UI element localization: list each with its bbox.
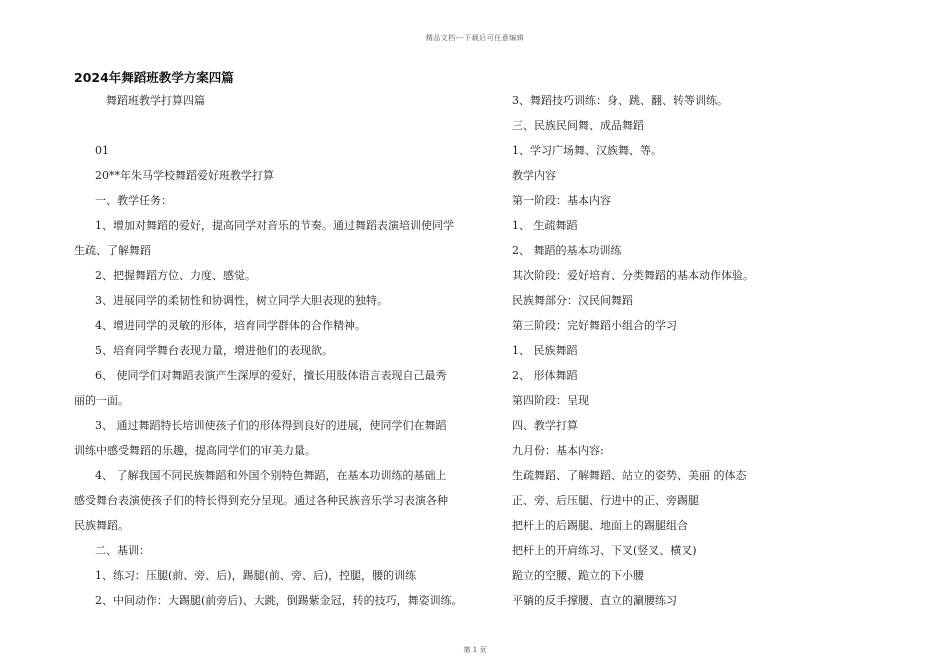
page-footer: 第 1 页 <box>463 646 487 654</box>
paragraph-line: 3、进展同学的柔韧性和协调性，树立同学大胆表现的独特。 <box>95 294 388 307</box>
paragraph-line: 2、 形体舞蹈 <box>512 369 578 382</box>
paragraph-line: 3、舞蹈技巧训练：身、跳、翻、转等训练。 <box>512 94 728 107</box>
paragraph-line: 20**年朱马学校舞蹈爱好班教学打算 <box>95 169 274 182</box>
paragraph-line: 舞蹈班教学打算四篇 <box>106 94 205 107</box>
paragraph-line: 民族舞蹈。 <box>74 519 129 532</box>
paragraph-line: 正、旁、后压腿、行进中的正、旁踢腿 <box>512 494 699 507</box>
paragraph-line: 01 <box>95 144 109 157</box>
paragraph-line: 九月份：基本内容: <box>512 444 604 457</box>
paragraph-line: 1、 生疏舞蹈 <box>512 219 578 232</box>
paragraph-line: 跪立的空腰、跪立的下小腰 <box>512 569 644 582</box>
paragraph-line: 第一阶段：基本内容 <box>512 194 611 207</box>
paragraph-line: 第四阶段：呈现 <box>512 394 589 407</box>
paragraph-line: 训练中感受舞蹈的乐趣，提高同学们的审美力量。 <box>74 444 316 457</box>
paragraph-line: 二、基训： <box>95 544 150 557</box>
paragraph-line: 1、练习：压腿(前、旁、后)，踢腿(前、旁、后)，控腿，腰的训练 <box>95 569 417 582</box>
paragraph-line: 6、 使同学们对舞蹈表演产生深厚的爱好，擅长用肢体语言表现自己最秀 <box>95 369 447 382</box>
paragraph-line: 1、学习广场舞、汉族舞、等。 <box>512 144 662 157</box>
document-title: 2024年舞蹈班教学方案四篇 <box>74 70 234 85</box>
paragraph-line: 4、增进同学的灵敏的形体，培育同学群体的合作精神。 <box>95 319 366 332</box>
paragraph-line: 三、民族民间舞、成品舞蹈 <box>512 119 644 132</box>
paragraph-line: 民族舞部分：汉民间舞蹈 <box>512 294 633 307</box>
paragraph-line: 四、教学打算 <box>512 419 578 432</box>
paragraph-line: 平躺的反手撑腰、直立的涮腰练习 <box>512 594 677 607</box>
paragraph-line: 其次阶段：爱好培育、分类舞蹈的基本动作体验。 <box>512 269 754 282</box>
paragraph-line: 3、 通过舞蹈特长培训使孩子们的形体得到良好的进展，使同学们在舞蹈 <box>95 419 447 432</box>
paragraph-line: 把杆上的后踢腿、地面上的踢腿组合 <box>512 519 688 532</box>
paragraph-line: 生疏、了解舞蹈 <box>74 244 151 257</box>
paragraph-line: 丽的一面。 <box>74 394 129 407</box>
paragraph-line: 4、 了解我国不同民族舞蹈和外国个别特色舞蹈，在基本功训练的基础上 <box>95 469 447 482</box>
left-column <box>74 88 479 613</box>
paragraph-line: 生疏舞蹈、了解舞蹈、站立的姿势、美丽 的体态 <box>512 469 747 482</box>
paragraph-line: 2、中间动作：大踢腿(前旁后)、大跳，倒踢紫金冠，转的技巧，舞姿训练。 <box>95 594 463 607</box>
paragraph-line: 2、把握舞蹈方位、力度、感觉。 <box>95 269 256 282</box>
paragraph-line: 1、 民族舞蹈 <box>512 344 578 357</box>
page-header: 精品文档---下载后可任意编辑 <box>425 34 525 42</box>
paragraph-line: 感受舞台表演使孩子们的特长得到充分呈现。通过各种民族音乐学习表演各种 <box>74 494 448 507</box>
paragraph-line: 2、 舞蹈的基本功训练 <box>512 244 622 257</box>
paragraph-line: 教学内容 <box>512 169 556 182</box>
paragraph-line: 把杆上的开肩练习、下叉(竖叉、横叉) <box>512 544 697 557</box>
paragraph-line: 第三阶段：完好舞蹈小组合的学习 <box>512 319 677 332</box>
paragraph-line: 1、增加对舞蹈的爱好，提高同学对音乐的节奏。通过舞蹈表演培训使同学 <box>95 219 454 232</box>
paragraph-line: 一、教学任务： <box>95 194 172 207</box>
paragraph-line: 5、培育同学舞台表现力量，增进他们的表现欲。 <box>95 344 333 357</box>
blank-line <box>74 113 479 138</box>
right-column <box>512 88 812 613</box>
